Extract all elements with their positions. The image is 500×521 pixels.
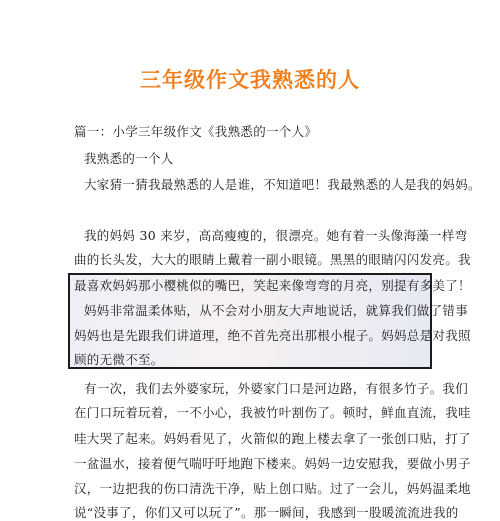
essay-title: 我熟悉的一个人 (84, 151, 174, 166)
paragraph-line: 一盆温水，接着便气喘吁吁地跑下楼来。妈妈一边安慰我，要做小男子 (74, 456, 471, 471)
paragraph-line: 妈妈也是先跟我们讲道理，绝不首先亮出那根小棍子。妈妈总是对我照 (74, 328, 471, 343)
paragraph-line: 在门口玩着玩着，一不小心，我被竹叶割伤了。顿时，鲜血直流，我哇 (74, 405, 471, 420)
paragraph-line: 我的妈妈 30 来岁，高高瘦瘦的，很漂亮。她有着一头像海藻一样弯 (84, 228, 468, 243)
paragraph-line: 妈妈非常温柔体贴，从不会对小朋友大声地说话，就算我们做了错事 (84, 303, 469, 318)
page-title: 三年级作文我熟悉的人 (140, 68, 360, 92)
paragraph-line: 有一次，我们去外婆家玩，外婆家门口是河边路，有很多竹子。我们 (84, 381, 469, 396)
paragraph-line: 哇大哭了起来。妈妈看见了，火箭似的跑上楼去拿了一张创口贴，打了 (74, 431, 471, 446)
paragraph-line: 汉，一边把我的伤口清洗干净，贴上创口贴。过了一会儿，妈妈温柔地 (74, 481, 471, 496)
paragraph-line: 说“没事了，你们又可以玩了”。那一瞬间，我感到一股暖流流进我的 (74, 505, 459, 520)
paragraph-line: 最喜欢妈妈那小樱桃似的嘴巴，笑起来像弯弯的月亮，别提有多美了！ (74, 278, 471, 293)
paragraph-line: 顾的无微不至。 (74, 352, 164, 367)
paragraph-line: 曲的长头发，大大的眼睛上戴着一副小眼镜。黑黑的眼睛闪闪发亮。我 (74, 252, 471, 267)
section-heading: 篇一：小学三年级作文《我熟悉的一个人》 (74, 124, 318, 139)
paragraph-line: 大家猜一猜我最熟悉的人是谁，不知道吧！我最熟悉的人是我的妈妈。 (84, 177, 481, 192)
